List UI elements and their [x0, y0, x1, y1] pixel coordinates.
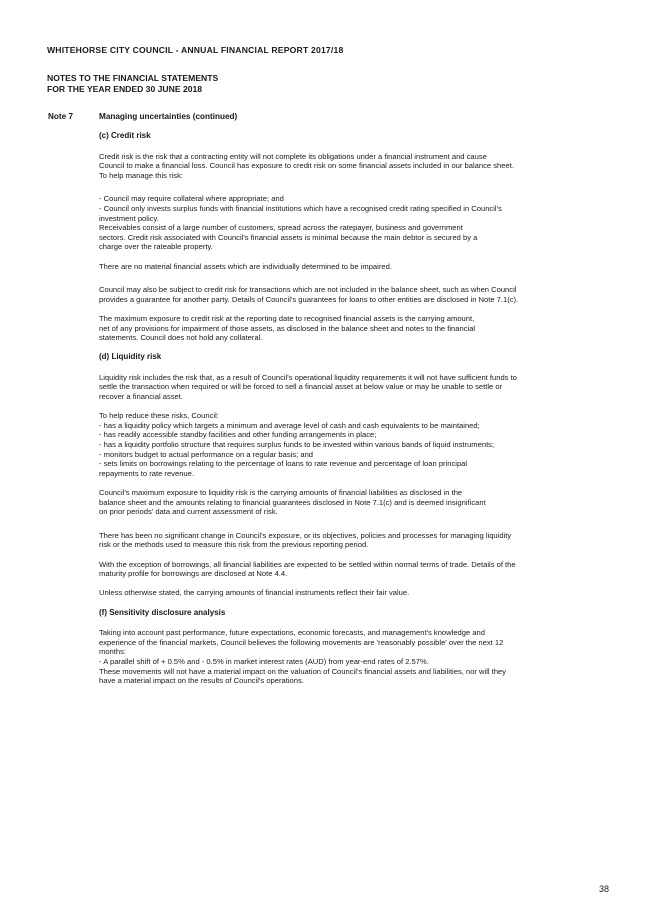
credit-risk-paragraph-1: Credit risk is the risk that a contracting entity will not complete its obligations under a financial instrument and cause Council to make a financial loss. Council has exposure to credit risk on some financial assets included in our balance sheet. To help manage this risk: — [99, 151, 514, 180]
credit-risk-paragraph-4: Council may also be subject to credit risk for transactions which are not included in the balance sheet, such as when Council provides a guarantee for another party. Details of Council's guarantees for loans to other entities are disclosed in Note 7.1(c). — [99, 285, 519, 304]
liquidity-risk-paragraph-6: Unless otherwise stated, the carrying amounts of financial instruments reflect their fair value. — [99, 588, 410, 598]
notes-heading-line-1: NOTES TO THE FINANCIAL STATEMENTS — [47, 73, 219, 83]
credit-risk-paragraph-3: There are no material financial assets which are individually determined to be impaired. — [99, 261, 392, 271]
liquidity-risk-paragraph-2: To help reduce these risks, Council: - has a liquidity policy which targets a minimum and average level of cash and cash equivalents to be maintained; - has readily accessible standby facilities and other funding arrangements in place; - has a liquidity portfolio structure that requires surplus funds to be invested within various bands of liquid instruments; - monitors budget to actual performance on a regular basis; and - sets limits on borrowings relating to the percentage of loans to rate revenue and percentage of loan principal repayments to rate revenue. — [99, 411, 495, 478]
liquidity-risk-paragraph-3: Council's maximum exposure to liquidity risk is the carrying amounts of financial liabilities as disclosed in the balance sheet and the amounts relating to financial guarantees disclosed in Note 7.1(c) and is deemed insignificant on prior periods' data and current assessment of risk. — [99, 488, 486, 517]
note-body — [99, 131, 599, 695]
note-number: Note 7 — [48, 112, 74, 121]
notes-heading-line-2: FOR THE YEAR ENDED 30 JUNE 2018 — [47, 84, 203, 94]
credit-risk-paragraph-5: The maximum exposure to credit risk at the reporting date to recognised financial assets is the carrying amount, net of any provisions for impairment of those assets, as disclosed in the balance sheet and notes to the financial statements. Council does not hold any collateral. — [99, 313, 476, 343]
report-title: WHITEHORSE CITY COUNCIL - ANNUAL FINANCIAL REPORT 2017/18 — [47, 45, 344, 55]
liquidity-risk-section — [99, 352, 599, 598]
sensitivity-paragraph-1: Taking into account past performance, future expectations, economic forecasts, and management's knowledge and experience of the financial markets, Council believes the following movements are 'reasonably possible' over the next 12 months: - A parallel shift of + 0.5% and - 0.5% in market interest rates (AUD) from year-end rates of 2.57%. These movements will not have a material impact on the valuation of Council's financial assets and liabilities, nor will they have a material impact on the results of Council's operations. — [99, 628, 507, 686]
notes-heading — [47, 73, 218, 95]
page-number: 38 — [598, 884, 609, 894]
liquidity-risk-paragraph-5: With the exception of borrowings, all financial liabilities are expected to be settled within normal terms of trade. Details of the maturity profile for borrowings are disclosed at Note 4.4. — [99, 559, 516, 579]
credit-risk-section — [99, 131, 599, 343]
sensitivity-section — [99, 608, 599, 686]
liquidity-risk-heading: (d) Liquidity risk — [99, 352, 162, 362]
sensitivity-heading: (f) Sensitivity disclosure analysis — [99, 607, 226, 617]
liquidity-risk-paragraph-1: Liquidity risk includes the risk that, as a result of Council's operational liquidity requirements it will not have sufficient funds to settle the transaction when required or will be forced to sell a financial asset at below value or may be unable to settle or recover a financial asset. — [99, 372, 517, 402]
credit-risk-heading: (c) Credit risk — [99, 131, 151, 140]
liquidity-risk-paragraph-4: There has been no significant change in Council's exposure, or its objectives, policies and processes for managing liquidity risk or the methods used to measure this risk from the previous reporting period. — [99, 530, 512, 550]
credit-risk-paragraph-2: - Council may require collateral where appropriate; and - Council only invests surplus funds with financial institutions which have a recognised credit rating specified in Council's investment policy. Receivables consist of a large number of customers, spread across the ratepayer, business and government sectors. Credit risk associated with Council's financial assets is minimal because the main debtor is secured by a charge over the rateable property. — [99, 194, 502, 252]
note-title: Managing uncertainties (continued) — [99, 112, 238, 121]
